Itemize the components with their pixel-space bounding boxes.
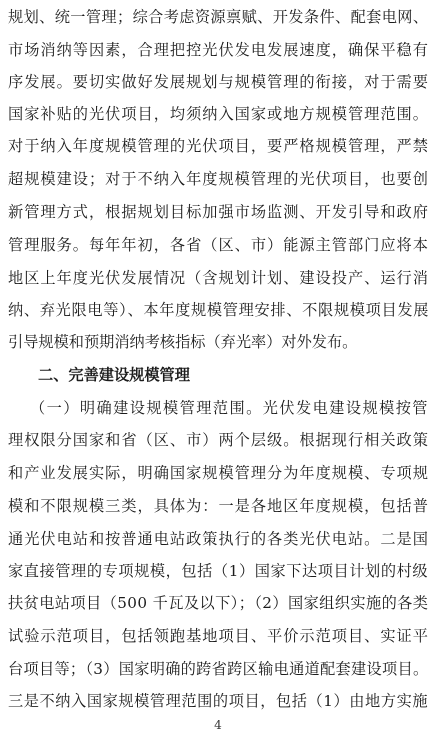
text-line-content: 扶贫电站项目（500 千瓦及以下）；（2）国家组织实施的各类 bbox=[8, 594, 429, 612]
text-line bbox=[0, 393, 436, 423]
text-line-content: 台项目等；（3）国家明确的跨省跨区输电通道配套建设项目。 bbox=[8, 660, 429, 678]
text-line bbox=[0, 327, 436, 357]
text-line bbox=[0, 35, 436, 65]
text-line bbox=[0, 621, 436, 651]
text-line bbox=[0, 164, 436, 194]
text-line-content: 家直接管理的专项规模，包括（1）国家下达项目计划的村级 bbox=[8, 562, 429, 580]
text-line bbox=[0, 230, 436, 260]
text-line bbox=[0, 524, 436, 554]
text-line-content: 规划、统一管理；综合考虑资源禀赋、开发条件、配套电网、 bbox=[8, 8, 429, 26]
section-heading-text: 二、完善建设规模管理 bbox=[38, 366, 190, 384]
text-line-content: 地区上年度光伏发展情况（含规划计划、建设投产、运行消 bbox=[8, 269, 429, 287]
text-line-content: 管理服务。每年年初，各省（区、市）能源主管部门应将本 bbox=[8, 236, 429, 254]
text-line-content: 模和不限规模三类，具体为：一是各地区年度规模，包括普 bbox=[8, 497, 429, 515]
text-line bbox=[0, 425, 436, 455]
text-line-content: 超规模建设；对于不纳入年度规模管理的光伏项目，也要创 bbox=[8, 170, 429, 188]
section-heading bbox=[0, 360, 436, 390]
text-line bbox=[0, 197, 436, 227]
text-line bbox=[0, 556, 436, 586]
text-line bbox=[0, 295, 436, 325]
text-line-content: 试验示范项目，包括领跑基地项目、平价示范项目、实证平 bbox=[8, 627, 429, 645]
text-line-content: 纳、弃光限电等）、本年度规模管理安排、不限规模项目发展 bbox=[8, 301, 430, 319]
text-line bbox=[0, 263, 436, 293]
text-line bbox=[0, 588, 436, 618]
text-line-content: 三是不纳入国家规模管理范围的项目，包括（1）由地方实施 bbox=[8, 692, 429, 710]
text-line-content: 通光伏电站和按普通电站政策执行的各类光伏电站。二是国 bbox=[8, 530, 429, 548]
text-line bbox=[0, 458, 436, 488]
text-line-content: （一）明确建设规模管理范围。光伏发电建设规模按管 bbox=[30, 399, 429, 417]
text-line-content: 新管理方式，根据规划目标加强市场监测、开发引导和政府 bbox=[8, 203, 429, 221]
text-line bbox=[0, 131, 436, 161]
text-line-content: 引导规模和预期消纳考核指标（弃光率）对外发布。 bbox=[8, 333, 358, 351]
text-line-content: 对于纳入年度规模管理的光伏项目，要严格规模管理，严禁 bbox=[8, 137, 429, 155]
text-line-content: 和产业发展实际，明确国家规模管理分为年度规模、专项规 bbox=[8, 464, 429, 482]
text-line-content: 市场消纳等因素，合理把控光伏发电发展速度，确保平稳有 bbox=[8, 41, 429, 59]
text-line bbox=[0, 654, 436, 684]
text-line bbox=[0, 99, 436, 129]
text-line bbox=[0, 67, 436, 97]
text-line-content: 理权限分国家和省（区、市）两个层级。根据现行相关政策 bbox=[8, 431, 429, 449]
text-line-content: 序发展。要切实做好发展规划与规模管理的衔接，对于需要 bbox=[8, 73, 429, 91]
page-number: 4 bbox=[214, 718, 222, 732]
text-line bbox=[0, 491, 436, 521]
text-line bbox=[0, 686, 436, 716]
text-line bbox=[0, 2, 436, 32]
text-line-content: 国家补贴的光伏项目，均须纳入国家或地方规模管理范围。 bbox=[8, 105, 429, 123]
